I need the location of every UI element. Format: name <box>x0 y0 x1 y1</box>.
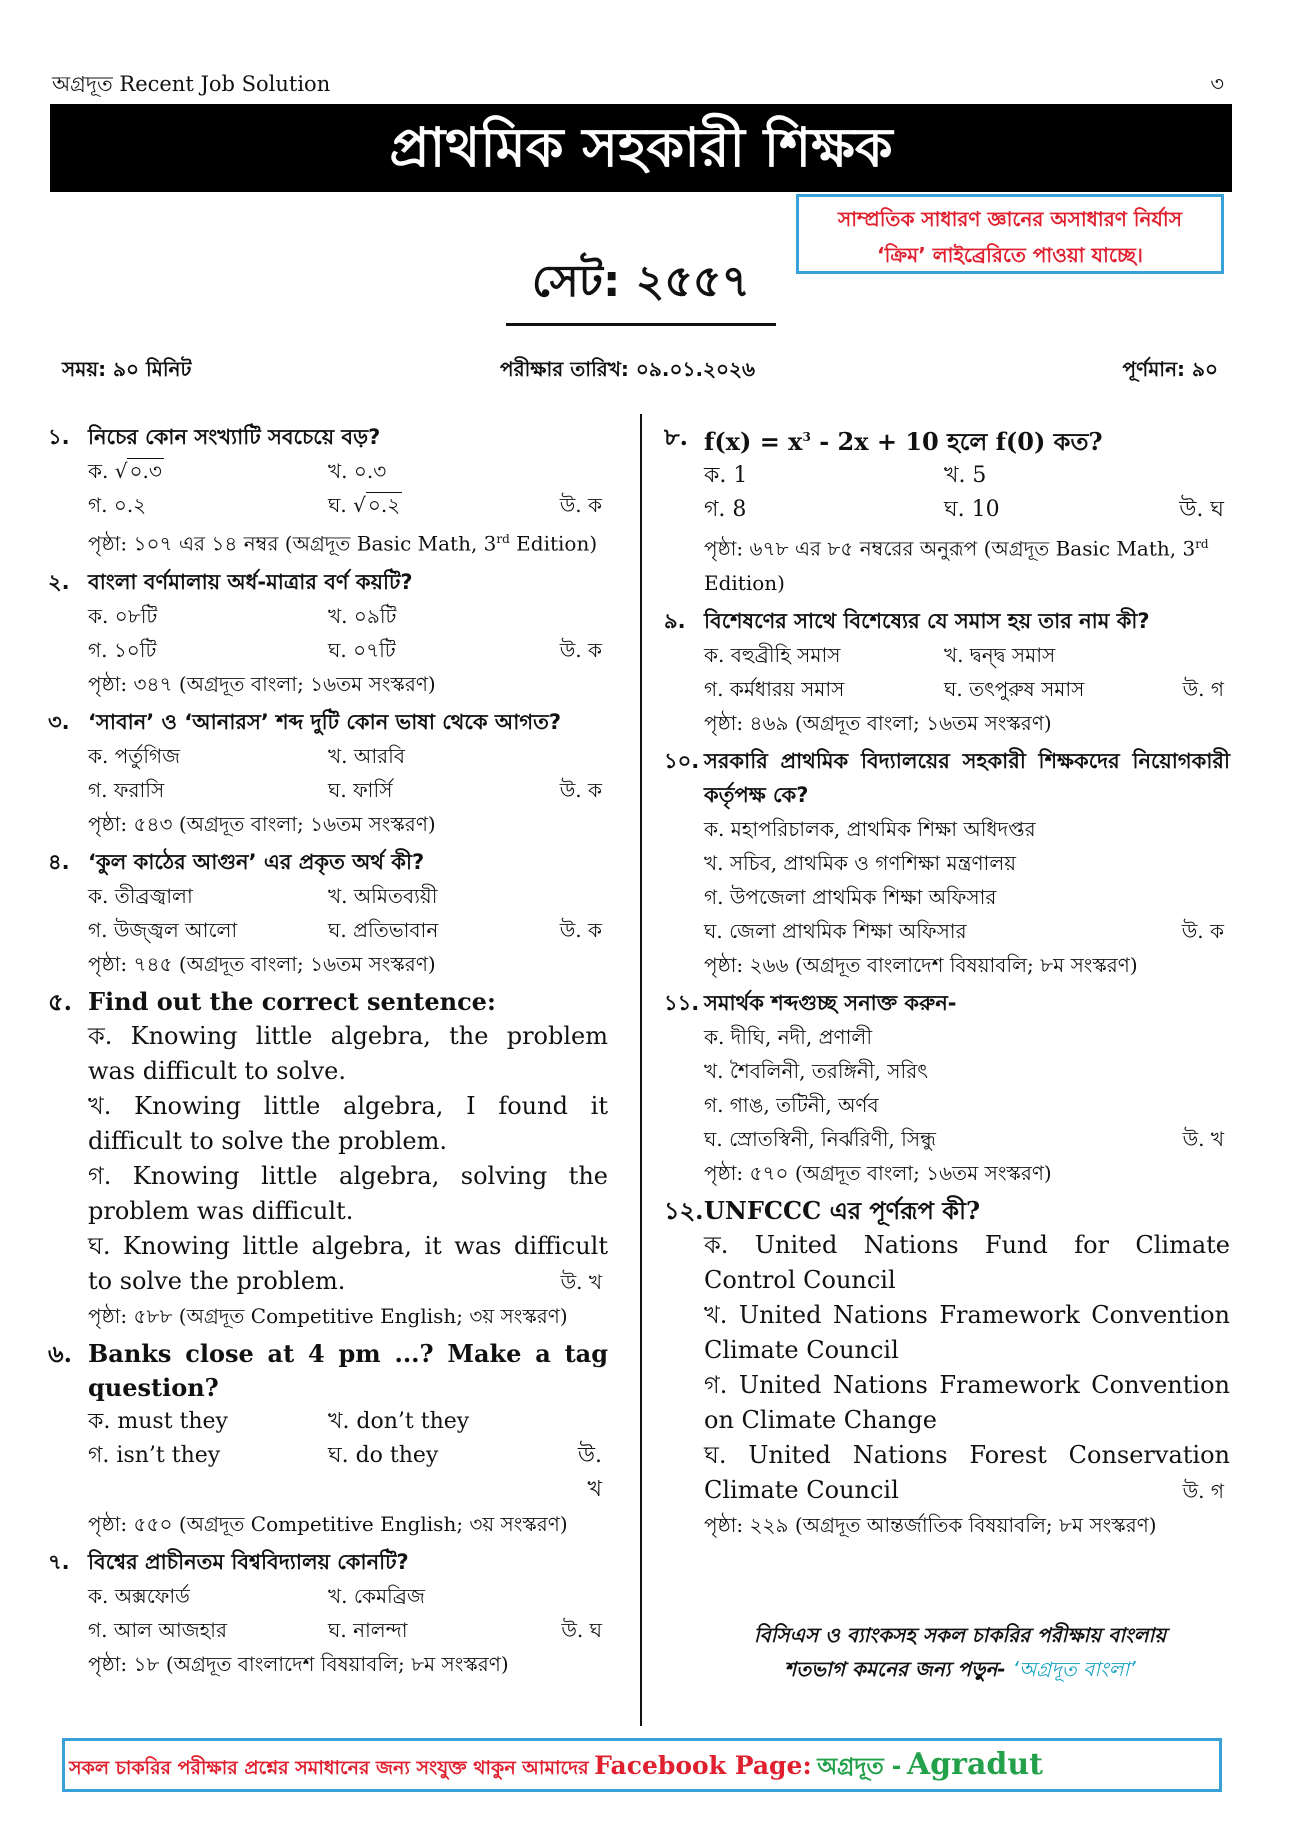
advert-line-2: শতভাগ কমনের জন্য পড়ুন- <box>784 1657 1006 1681</box>
question-number: ৬. <box>48 1338 72 1368</box>
option-d: ঘ. জেলা প্রাথমিক শিক্ষা অফিসার <box>704 918 967 943</box>
running-head: অগ্রদূত Recent Job Solution <box>52 72 331 96</box>
option-d: ঘ. প্রতিভাবান <box>328 917 439 942</box>
option-c: গ. 8 <box>704 497 747 522</box>
footer-bn-name: অগ্রদূত - <box>817 1754 902 1780</box>
question-number: ১. <box>48 425 70 449</box>
option-c: গ. উজ্জ্বল আলো <box>88 917 238 942</box>
question-number: ২. <box>48 569 70 594</box>
option-c: গ. United Nations Framework Convention on Climate Change <box>704 1370 1230 1434</box>
promo-box <box>796 194 1224 274</box>
answer: উ. ক <box>559 493 602 517</box>
promo-line-2: ‘ক্রিম’ লাইব্রেরিতে পাওয়া যাচ্ছে। <box>877 243 1143 267</box>
reference: পৃষ্ঠা: ২৬৬ (অগ্রদূত বাংলাদেশ বিষয়াবলি; ৮ম সংস্করণ) <box>704 952 1138 977</box>
option-d: ঘ. United Nations Forest Conservation Climate Council <box>704 1440 1230 1504</box>
option-a: ক. অক্সফোর্ড <box>88 1583 190 1608</box>
reference: পৃষ্ঠা: ৫৭০ (অগ্রদূত বাংলা; ১৬তম সংস্করণ) <box>704 1160 1052 1185</box>
option-b: খ. Knowing little algebra, I found it difficult to solve the problem. <box>88 1091 608 1155</box>
sqrt-symbol: √ ০.৩ <box>114 459 162 483</box>
question-number: ৫. <box>48 986 72 1016</box>
question-number: ১১. <box>664 990 700 1015</box>
question-11 <box>664 986 1230 1190</box>
question-12 <box>664 1194 1230 1542</box>
option-c: গ. ফরাসি <box>88 777 165 802</box>
question-number: ১২. <box>664 1195 704 1225</box>
right-column <box>664 420 1230 1546</box>
reference: পৃষ্ঠা: ৫৪৩ (অগ্রদূত বাংলা; ১৬তম সংস্করণ) <box>88 811 436 836</box>
option-c: গ. isn’t they <box>88 1442 221 1468</box>
question-text: $f(x) = x^3 - 2x + 10$ হলে f(0) কত? <box>704 427 1103 456</box>
question-8 <box>664 420 1230 600</box>
reference: পৃষ্ঠা: ২২৯ (অগ্রদূত আন্তর্জাতিক বিষয়াবলি; ৮ম সংস্করণ) <box>704 1512 1157 1537</box>
option-c: গ. Knowing little algebra, solving the problem was difficult. <box>88 1161 608 1225</box>
reference: পৃষ্ঠা: ৭৪৫ (অগ্রদূত বাংলা; ১৬তম সংস্করণ) <box>88 951 436 976</box>
question-text: ‘সাবান’ ও ‘আনারস’ শব্দ দুটি কোন ভাষা থেকে আগত? <box>88 709 562 734</box>
reference: পৃষ্ঠা: ৫৫০ (অগ্রদূত Competitive English; ৩য় সংস্করণ) <box>88 1511 568 1536</box>
option-a: ক. পর্তুগিজ <box>88 743 181 768</box>
option-b: খ. United Nations Framework Convention Climate Council <box>704 1300 1230 1364</box>
option-b: খ. দ্বন্দ্ব সমাস <box>944 642 1056 667</box>
option-a: ক. মহাপরিচালক, প্রাথমিক শিক্ষা অধিদপ্তর <box>704 816 1036 841</box>
question-3 <box>48 705 608 841</box>
option-b: খ. ০.৩ <box>328 459 387 483</box>
option-a: ক. √ ০.৩ <box>88 454 328 488</box>
question-number: ৮. <box>664 422 688 451</box>
page-title: প্রাথমিক সহকারী শিক্ষক <box>50 104 1232 192</box>
option-d: ঘ. ০৭টি <box>328 637 396 662</box>
reference: পৃষ্ঠা: ১৮ (অগ্রদূত বাংলাদেশ বিষয়াবলি; ৮ম সংস্করণ) <box>88 1651 509 1676</box>
option-b: খ. 5 <box>944 463 987 488</box>
question-text: বিশেষণের সাথে বিশেষ্যের যে সমাস হয় তার নাম কী? <box>704 608 1150 633</box>
reference: পৃষ্ঠা: ৫৮৮ (অগ্রদূত Competitive English; ৩য় সংস্করণ) <box>88 1303 568 1328</box>
question-text: বাংলা বর্ণমালায় অর্ধ-মাত্রার বর্ণ কয়টি? <box>88 569 413 594</box>
reference: পৃষ্ঠা: ১০৭ এর ১৪ নম্বর (অগ্রদূত Basic Math, 3rd Edition) <box>88 531 598 556</box>
option-b: খ. don’t they <box>328 1408 470 1434</box>
question-7 <box>48 1545 608 1681</box>
question-4 <box>48 845 608 981</box>
question-text: নিচের কোন সংখ্যাটি সবচেয়ে বড়? <box>88 425 381 449</box>
question-number: ৯. <box>664 608 686 633</box>
option-b: খ. আরবি <box>328 743 406 768</box>
question-text: ‘কুল কাঠের আগুন’ এর প্রকৃত অর্থ কী? <box>88 849 425 874</box>
option-a: ক. 1 <box>704 463 748 488</box>
question-2 <box>48 565 608 701</box>
option-a: ক. Knowing little algebra, the problem was difficult to solve. <box>88 1021 608 1085</box>
option-a: ক. ০৮টি <box>88 603 158 628</box>
question-text: UNFCCC এর পূর্ণরূপ কী? <box>704 1195 981 1225</box>
facebook-footer <box>62 1738 1222 1792</box>
sqrt-symbol: √ ০.২ <box>353 493 401 517</box>
option-a: ক. বহুব্রীহি সমাস <box>704 642 841 667</box>
question-10 <box>664 744 1230 982</box>
option-d: ঘ. স্রোতস্বিনী, নির্ঝরিণী, সিন্ধু <box>704 1126 936 1151</box>
answer: উ. খ <box>577 1442 602 1502</box>
reference: পৃষ্ঠা: ৪৬৯ (অগ্রদূত বাংলা; ১৬তম সংস্করণ) <box>704 710 1052 735</box>
question-9 <box>664 604 1230 740</box>
footer-en-name: Agradut <box>906 1747 1044 1782</box>
question-text: সরকারি প্রাথমিক বিদ্যালয়ের সহকারী শিক্ষকদের নিয়োগকারী কর্তৃপক্ষ কে? <box>704 748 1230 807</box>
answer: উ. ঘ <box>561 1617 602 1642</box>
option-a: ক. must they <box>88 1408 228 1434</box>
option-d: ঘ. 10 <box>944 497 1000 522</box>
question-text: সমার্থক শব্দগুচ্ছ সনাক্ত করুন- <box>704 990 957 1015</box>
exam-time: সময়: ৯০ মিনিট <box>62 357 192 381</box>
question-5 <box>48 985 608 1333</box>
option-b: খ. ০৯টি <box>328 603 397 628</box>
option-b: খ. কেমব্রিজ <box>328 1583 425 1608</box>
answer: উ. গ <box>1182 676 1224 701</box>
option-d: ঘ. নালন্দা <box>328 1617 408 1642</box>
option-c: গ. গাঙ, তটিনী, অর্ণব <box>704 1092 879 1117</box>
option-c: গ. ১০টি <box>88 637 157 662</box>
exam-date: পরীক্ষার তারিখ: ০৯.০১.২০২৬ <box>500 357 756 381</box>
answer: উ. খ <box>560 1269 602 1294</box>
question-text: বিশ্বের প্রাচীনতম বিশ্ববিদ্যালয় কোনটি? <box>88 1549 409 1574</box>
answer: উ. ক <box>559 777 602 802</box>
facebook-page-label: Facebook Page: <box>594 1751 812 1780</box>
left-column <box>48 420 608 1685</box>
option-d: ঘ. Knowing little algebra, it was difficult to solve the problem. <box>88 1231 608 1295</box>
answer: উ. গ <box>1182 1478 1224 1503</box>
option-a: ক. তীব্রজ্বালা <box>88 883 193 908</box>
option-c: গ. উপজেলা প্রাথমিক শিক্ষা অফিসার <box>704 884 997 909</box>
question-text: Banks close at 4 pm ...? Make a tag question? <box>88 1338 608 1402</box>
option-d: ঘ. do they <box>328 1442 439 1468</box>
question-1 <box>48 420 608 561</box>
answer: উ. ক <box>559 917 602 942</box>
question-number: ৩. <box>48 709 70 734</box>
reference: পৃষ্ঠা: ৬৭৮ এর ৮৫ নম্বরের অনুরূপ (অগ্রদূত Basic Math, 3rd Edition) <box>704 536 1209 595</box>
option-b: খ. শৈবলিনী, তরঙ্গিনী, সরিৎ <box>704 1058 928 1083</box>
full-marks: পূর্ণমান: ৯০ <box>1122 357 1218 381</box>
option-d: ঘ. √ ০.২ <box>328 488 558 522</box>
option-b: খ. সচিব, প্রাথমিক ও গণশিক্ষা মন্ত্রণালয় <box>704 850 1017 875</box>
page-number: ৩ <box>1210 72 1224 96</box>
advert-brand: ‘অগ্রদূত বাংলা’ <box>1012 1657 1136 1681</box>
question-number: ১০. <box>664 748 700 773</box>
answer: উ. ক <box>1181 918 1224 943</box>
column-divider <box>640 414 642 1726</box>
option-c: গ. কর্মধারয় সমাস <box>704 676 845 701</box>
answer: উ. ক <box>559 637 602 662</box>
promo-line-1: সাম্প্রতিক সাধারণ জ্ঞানের অসাধারণ নির্যাস <box>838 207 1182 231</box>
option-a: ক. দীঘি, নদী, প্রণালী <box>704 1024 873 1049</box>
advert-line-1: বিসিএস ও ব্যাংকসহ সকল চাকরির পরীক্ষায় বাংলায় <box>753 1623 1167 1647</box>
footer-text: সকল চাকরির পরীক্ষার প্রশ্নের সমাধানের জন্য সংযুক্ত থাকুন আমাদের <box>69 1757 589 1779</box>
answer: উ. খ <box>1182 1126 1224 1151</box>
question-number: ৭. <box>48 1549 70 1574</box>
option-d: ঘ. ফার্সি <box>328 777 393 802</box>
option-c: গ. আল আজহার <box>88 1617 227 1642</box>
answer: উ. ঘ <box>1179 497 1224 522</box>
option-a: ক. United Nations Fund for Climate Control Council <box>704 1230 1230 1294</box>
set-number: সেট: ২৫৫৭ <box>506 248 776 326</box>
question-6 <box>48 1337 608 1541</box>
reference: পৃষ্ঠা: ৩৪৭ (অগ্রদূত বাংলা; ১৬তম সংস্করণ) <box>88 671 436 696</box>
book-advert <box>700 1618 1220 1686</box>
option-d: ঘ. তৎপুরুষ সমাস <box>944 676 1085 701</box>
question-number: ৪. <box>48 849 70 874</box>
option-c: গ. ০.২ <box>88 493 147 517</box>
question-text: Find out the correct sentence: <box>88 986 496 1016</box>
option-b: খ. অমিতব্যয়ী <box>328 883 438 908</box>
